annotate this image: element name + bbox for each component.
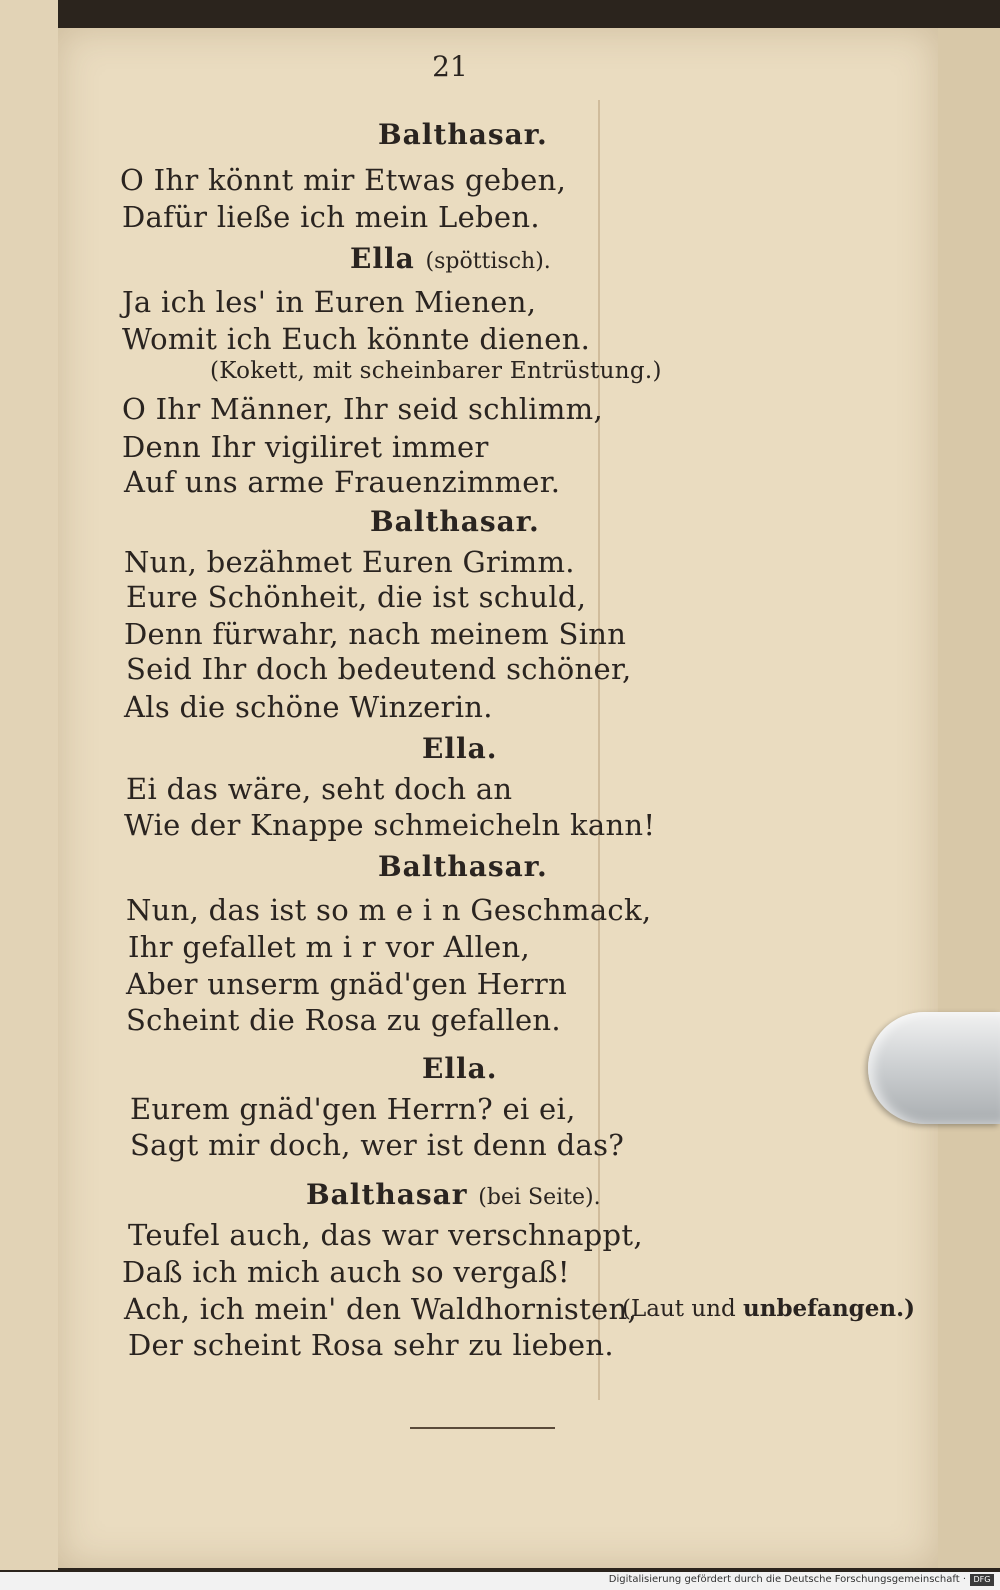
line-text: Ei das wäre, seht doch an (126, 772, 513, 806)
line-text: Balthasar. (378, 850, 548, 883)
line-text: Nun, das ist so m e i n Geschmack, (126, 893, 652, 927)
verse-line (124, 545, 575, 579)
speaker-name (378, 118, 548, 151)
verse-line (122, 1255, 570, 1289)
line-text: Seid Ihr doch bedeutend schöner, (126, 652, 632, 686)
verse-line (124, 1292, 637, 1326)
line-text: Eurem gnäd'gen Herrn? ei ei, (130, 1092, 576, 1126)
left-page-edge (0, 0, 58, 1570)
verse-line (126, 772, 512, 806)
line-text: Balthasar (306, 1178, 468, 1211)
line-text: O Ihr könnt mir Etwas geben, (120, 163, 567, 197)
line-text: Ach, ich mein' den Waldhornisten, (124, 1292, 637, 1326)
line-text: Auf uns arme Frauenzimmer. (124, 465, 561, 499)
line-text: Denn Ihr vigiliret immer (122, 430, 489, 464)
verse-line (128, 930, 530, 964)
line-text: Ja ich les' in Euren Mienen, (122, 285, 537, 319)
verse-line (130, 1092, 576, 1126)
verse-line (130, 1128, 624, 1162)
line-text: Dafür ließe ich mein Leben. (122, 200, 540, 234)
verse-line (124, 690, 493, 724)
right-page-edge (938, 28, 1000, 1568)
stage-direction-inline (622, 1295, 915, 1322)
stage-direction-bold: unbefangen.) (743, 1295, 916, 1322)
verse-line (124, 465, 560, 499)
line-text: Wie der Knappe schmeicheln kann! (124, 808, 656, 842)
line-text: Eure Schönheit, die ist schuld, (126, 580, 587, 614)
line-text: O Ihr Männer, Ihr seid schlimm, (122, 392, 604, 426)
line-text: Ella. (422, 1052, 498, 1085)
verse-line (126, 580, 586, 614)
stage-direction-plain: (Laut und (622, 1296, 736, 1322)
line-text: Ella (350, 242, 415, 275)
verse-line (122, 285, 536, 319)
dfg-logo: DFG (970, 1574, 994, 1586)
verse-line (126, 893, 651, 927)
line-text: Womit ich Euch könnte dienen. (122, 322, 591, 356)
end-rule (410, 1427, 555, 1429)
line-text: Als die schöne Winzerin. (124, 690, 493, 724)
line-text: Sagt mir doch, wer ist denn das? (130, 1128, 625, 1162)
speaker-name (422, 732, 498, 765)
line-text: Balthasar. (370, 505, 540, 538)
line-text: Daß ich mich auch so vergaß! (122, 1255, 570, 1289)
verse-line (120, 163, 566, 197)
line-text: Aber unserm gnäd'gen Herrn (126, 967, 568, 1001)
line-text: Nun, bezähmet Euren Grimm. (124, 545, 575, 579)
line-text: Balthasar. (378, 118, 548, 151)
speaker-name (422, 1052, 498, 1085)
verse-line (126, 652, 631, 686)
verse-line (126, 967, 567, 1001)
line-text: Der scheint Rosa sehr zu lieben. (128, 1328, 614, 1362)
verse-line (124, 808, 655, 842)
footer-credit: Digitalisierung gefördert durch die Deutsche Forschungsgemeinschaft · (608, 1574, 966, 1585)
line-text: Ella. (422, 732, 498, 765)
speaker-name (350, 242, 551, 275)
verse-line (128, 1218, 643, 1252)
verse-line (126, 1003, 561, 1037)
line-text: (Kokett, mit scheinbarer Entrüstung.) (210, 358, 662, 384)
verse-line (122, 392, 603, 426)
stage-direction (210, 358, 662, 384)
verse-line (122, 430, 489, 464)
speaker-note: (spöttisch). (425, 249, 551, 274)
verse-line (128, 1328, 614, 1362)
speaker-note: (bei Seite). (478, 1185, 601, 1210)
speaker-name (370, 505, 540, 538)
page-clip (868, 1012, 1000, 1124)
speaker-name (378, 850, 548, 883)
verse-line (124, 617, 626, 651)
speaker-name (306, 1178, 601, 1211)
page-number: 21 (432, 50, 468, 83)
line-text: Denn fürwahr, nach meinem Sinn (124, 617, 627, 651)
line-text: Teufel auch, das war verschnappt, (128, 1218, 643, 1252)
verse-line (122, 322, 590, 356)
verse-line (122, 200, 540, 234)
line-text: Scheint die Rosa zu gefallen. (126, 1003, 561, 1037)
line-text: Ihr gefallet m i r vor Allen, (128, 930, 531, 964)
